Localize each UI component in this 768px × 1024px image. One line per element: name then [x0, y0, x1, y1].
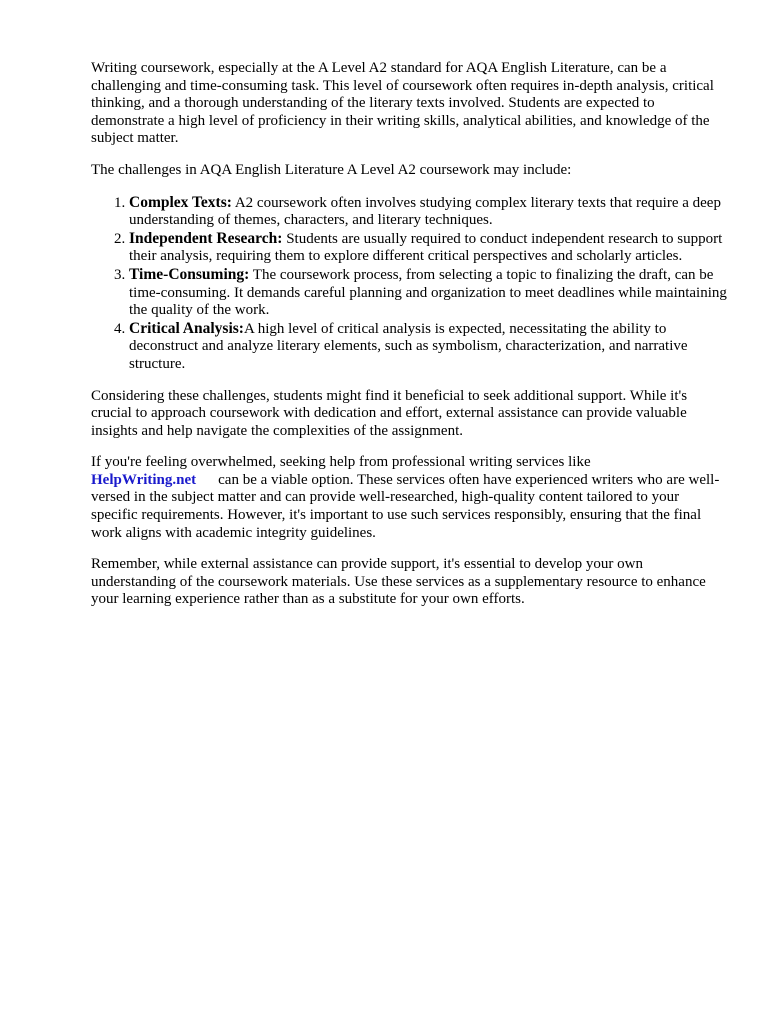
list-item-term: Independent Research: [129, 229, 283, 247]
list-item-text: A high level of critical analysis is expected, necessitating the ability to deconstruct and analyze literary elements, such as symbolism, characterization, and narrative structure. [129, 320, 688, 372]
intro-paragraph: Writing coursework, especially at the A Level A2 standard for AQA English Literature, can be a challenging and time-consuming task. This level of coursework often requires in-depth analysis, critical thinking, and a thorough understanding of the literary texts involved. Students are expected to demonstrate a high level of proficiency in their writing skills, analytical abilities, and knowledge of the subject matter. [91, 60, 714, 147]
list-item [129, 230, 727, 266]
remember-paragraph: Remember, while external assistance can provide support, it's essential to develop your own understanding of the coursework materials. Use these services as a supplementary resource to enhance your learning experience rather than as a substitute for your own efforts. [91, 556, 706, 608]
list-item [129, 266, 727, 320]
challenges-list [91, 194, 727, 374]
considering-paragraph: Considering these challenges, students might find it beneficial to seek additional support. While it's crucial to approach coursework with dedication and effort, external assistance can provide valuable insights and help navigate the complexities of the assignment. [91, 387, 688, 439]
list-item [129, 194, 727, 230]
list-item-text: A2 coursework often involves studying complex literary texts that require a deep understanding of themes, characters, and literary techniques. [129, 194, 721, 229]
document-page [91, 60, 727, 623]
list-item-term: Time-Consuming: [129, 265, 250, 283]
list-item-text: The coursework process, from selecting a topic to finalizing the draft, can be time-consuming. It demands careful planning and organization to meet deadlines while maintaining the quality of the work. [129, 266, 727, 319]
help-paragraph [91, 454, 727, 542]
helpwriting-link[interactable]: HelpWriting.net [91, 471, 197, 488]
list-item-term: Complex Texts: [129, 193, 232, 211]
list-item-term: Critical Analysis: [129, 319, 244, 337]
help-text-before: If you're feeling overwhelmed, seeking help from professional writing services like [91, 454, 591, 471]
list-item-text: Students are usually required to conduct independent research to support their analysis, requiring them to explore different critical perspectives and scholarly articles. [129, 230, 723, 265]
challenges-intro: The challenges in AQA English Literature A Level A2 coursework may include: [91, 161, 572, 178]
list-item [129, 320, 727, 374]
help-text-after: can be a viable option. These services often have experienced writers who are well-versed in the subject matter and can provide well-researched, high-quality content tailored to your specific requirements. However, it's important to use such services responsibly, ensuring that the final work aligns with academic integrity guidelines. [91, 471, 720, 541]
